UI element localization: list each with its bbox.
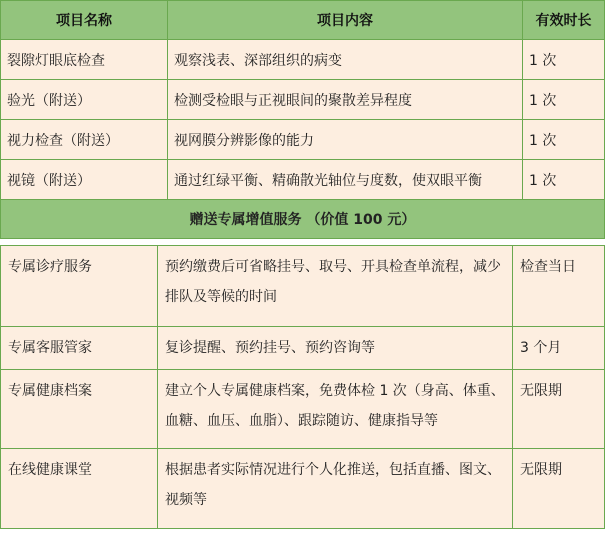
bonus-banner-row (1, 200, 605, 239)
cell-duration: 1 次 (523, 40, 605, 80)
cell-name: 在线健康课堂 (1, 449, 158, 529)
table-row (1, 370, 605, 449)
cell-name: 验光（附送） (1, 80, 168, 120)
exam-table (0, 0, 605, 239)
table-row (1, 120, 605, 160)
cell-name: 专属客服管家 (1, 327, 158, 370)
table-header-row (1, 1, 605, 40)
cell-content: 建立个人专属健康档案，免费体检 1 次（身高、体重、血糖、血压、血脂）、跟踪随访、健康指导等 (158, 370, 513, 449)
cell-duration: 检查当日 (513, 246, 605, 327)
table-row (1, 327, 605, 370)
cell-duration: 1 次 (523, 80, 605, 120)
bonus-banner: 赠送专属增值服务 （价值 100 元） (1, 200, 605, 239)
cell-content: 检测受检眼与正视眼间的聚散差异程度 (168, 80, 523, 120)
table-row (1, 80, 605, 120)
table-row (1, 40, 605, 80)
cell-name: 专属诊疗服务 (1, 246, 158, 327)
header-content: 项目内容 (168, 1, 523, 40)
cell-content: 通过红绿平衡、精确散光轴位与度数，使双眼平衡 (168, 160, 523, 200)
header-name: 项目名称 (1, 1, 168, 40)
cell-duration: 无限期 (513, 449, 605, 529)
cell-name: 视镜（附送） (1, 160, 168, 200)
service-table (0, 245, 605, 529)
cell-duration: 无限期 (513, 370, 605, 449)
cell-duration: 3 个月 (513, 327, 605, 370)
table-row (1, 449, 605, 529)
cell-duration: 1 次 (523, 160, 605, 200)
cell-name: 专属健康档案 (1, 370, 158, 449)
table-row (1, 160, 605, 200)
cell-content: 预约缴费后可省略挂号、取号、开具检查单流程，减少排队及等候的时间 (158, 246, 513, 327)
cell-content: 观察浅表、深部组织的病变 (168, 40, 523, 80)
cell-name: 裂隙灯眼底检查 (1, 40, 168, 80)
cell-content: 视网膜分辨影像的能力 (168, 120, 523, 160)
cell-duration: 1 次 (523, 120, 605, 160)
cell-content: 复诊提醒、预约挂号、预约咨询等 (158, 327, 513, 370)
cell-name: 视力检查（附送） (1, 120, 168, 160)
header-duration: 有效时长 (523, 1, 605, 40)
cell-content: 根据患者实际情况进行个人化推送，包括直播、图文、视频等 (158, 449, 513, 529)
table-row (1, 246, 605, 327)
